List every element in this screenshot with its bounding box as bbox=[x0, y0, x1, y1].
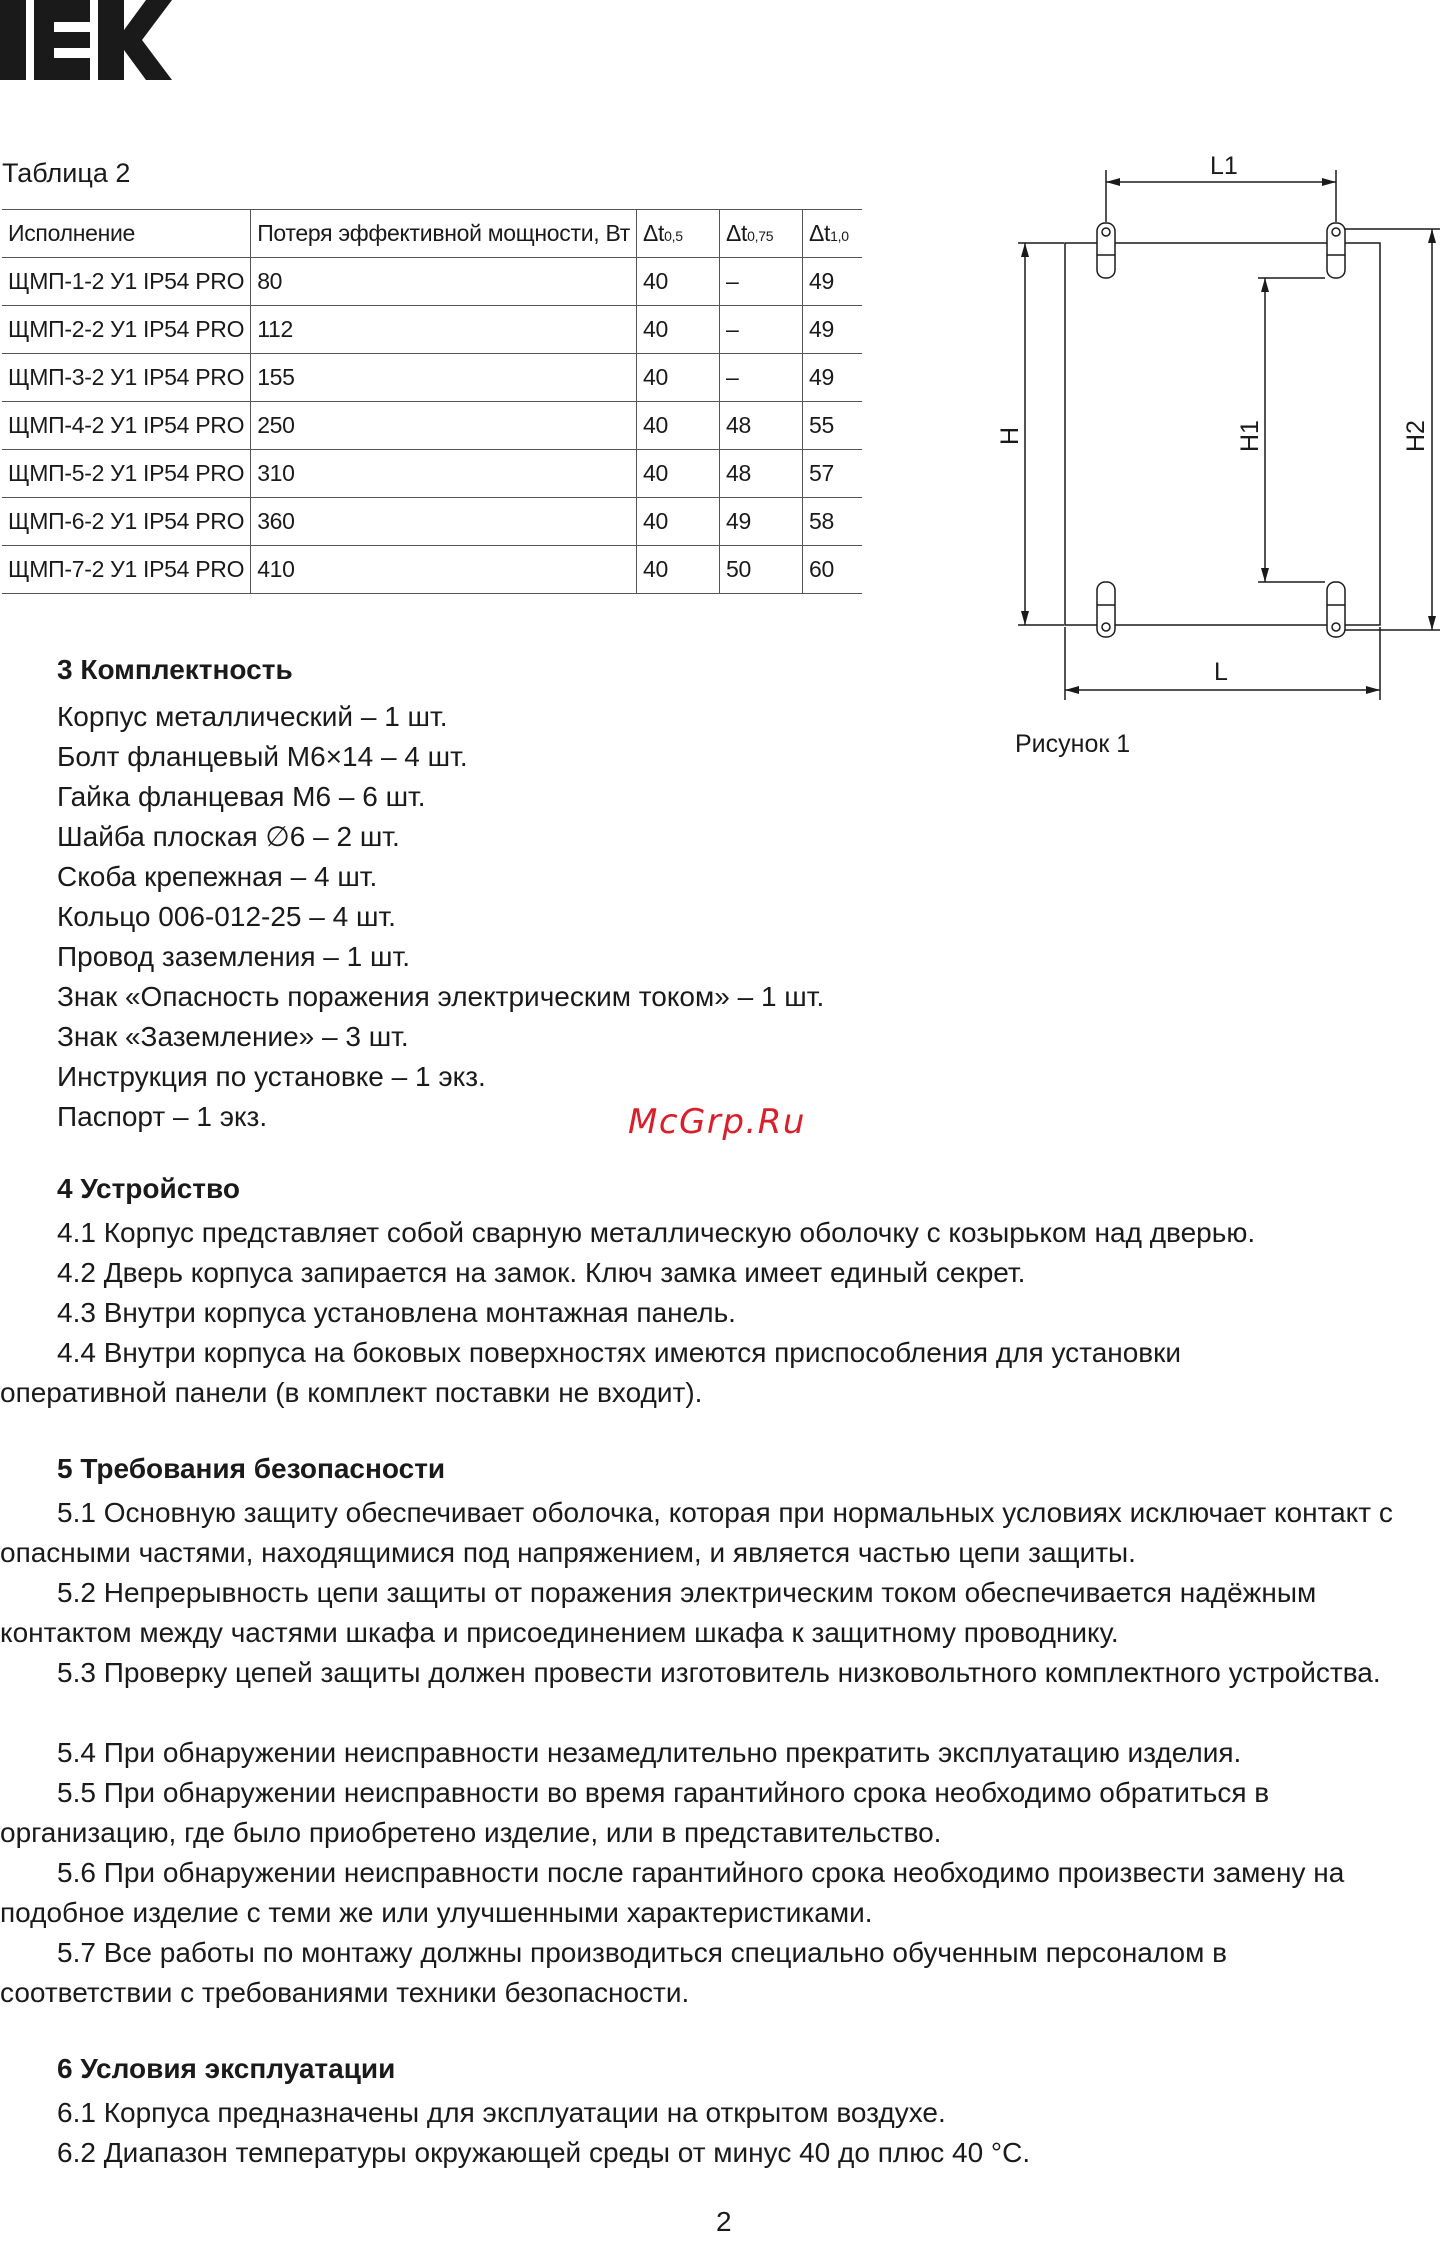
list-item: Знак «Опасность поражения электрическим током» – 1 шт. bbox=[57, 981, 825, 1012]
cell-power: 360 bbox=[251, 498, 637, 546]
cell-dt10: 49 bbox=[802, 306, 862, 354]
table-row bbox=[2, 498, 862, 546]
paragraph: 5.1 Основную защиту обеспечивает оболочка, которая при нормальных условиях исключает контакт с опасными частями, находящимися под напряжением, и является частью цепи защиты. bbox=[0, 1497, 1393, 1568]
dim-label-l1: L1 bbox=[1210, 152, 1238, 180]
paragraph: 5.6 При обнаружении неисправности после гарантийного срока необходимо произвести замену на подобное изделие с теми же или улучшенными характеристиками. bbox=[0, 1857, 1345, 1928]
paragraph: 5.4 При обнаружении неисправности незамедлительно прекратить эксплуатацию изделия. bbox=[57, 1737, 1242, 1768]
list-item: Паспорт – 1 экз. bbox=[57, 1101, 268, 1132]
cell-dt075: 48 bbox=[719, 402, 802, 450]
cell-power: 155 bbox=[251, 354, 637, 402]
paragraph: 5.5 При обнаружении неисправности во время гарантийного срока необходимо обратиться в организацию, где было приобретено изделие, или в представительство. bbox=[0, 1777, 1270, 1848]
enclosure-dimension-drawing bbox=[996, 150, 1450, 740]
table-row bbox=[2, 354, 862, 402]
paragraph: 4.2 Дверь корпуса запирается на замок. Ключ замка имеет единый секрет. bbox=[57, 1257, 1026, 1288]
section-6-title: 6 Условия эксплуатации bbox=[57, 2053, 396, 2084]
cell-dt075: – bbox=[719, 354, 802, 402]
paragraph: 4.3 Внутри корпуса установлена монтажная панель. bbox=[57, 1297, 736, 1328]
cell-power: 80 bbox=[251, 258, 637, 306]
cell-dt075: 49 bbox=[719, 498, 802, 546]
cell-variant: ЩМП-6-2 У1 IP54 PRO bbox=[2, 498, 251, 546]
table-row bbox=[2, 546, 862, 594]
list-item: Скоба крепежная – 4 шт. bbox=[57, 861, 378, 892]
cell-dt075: 48 bbox=[719, 450, 802, 498]
cell-variant: ЩМП-1-2 У1 IP54 PRO bbox=[2, 258, 251, 306]
cell-variant: ЩМП-3-2 У1 IP54 PRO bbox=[2, 354, 251, 402]
dim-label-l: L bbox=[1214, 658, 1228, 686]
cell-dt10: 58 bbox=[802, 498, 862, 546]
list-item: Болт фланцевый М6×14 – 4 шт. bbox=[57, 741, 468, 772]
contents-list bbox=[57, 697, 824, 1137]
cell-dt05: 40 bbox=[636, 258, 719, 306]
list-item: Гайка фланцевая М6 – 6 шт. bbox=[57, 781, 426, 812]
table-caption: Таблица 2 bbox=[2, 158, 131, 188]
list-item: Шайба плоская ∅6 – 2 шт. bbox=[57, 821, 400, 852]
watermark: McGrp.Ru bbox=[628, 1102, 806, 1142]
cell-dt05: 40 bbox=[636, 498, 719, 546]
cell-dt05: 40 bbox=[636, 450, 719, 498]
cell-variant: ЩМП-7-2 У1 IP54 PRO bbox=[2, 546, 251, 594]
paragraph: 4.1 Корпус представляет собой сварную металлическую оболочку с козырьком над дверью. bbox=[57, 1217, 1256, 1248]
cell-dt10: 49 bbox=[802, 258, 862, 306]
cell-power: 410 bbox=[251, 546, 637, 594]
paragraph: 5.3 Проверку цепей защиты должен провести изготовитель низковольтного комплектного устройства. bbox=[57, 1657, 1381, 1688]
section-4-title: 4 Устройство bbox=[57, 1173, 240, 1204]
cell-variant: ЩМП-5-2 У1 IP54 PRO bbox=[2, 450, 251, 498]
paragraph: 6.2 Диапазон температуры окружающей среды от минус 40 до плюс 40 °С. bbox=[57, 2137, 1031, 2168]
dim-label-h: H bbox=[996, 426, 1024, 445]
header-dt05: Δt0,5 bbox=[636, 210, 719, 258]
table-row bbox=[2, 450, 862, 498]
cell-power: 310 bbox=[251, 450, 637, 498]
figure-caption: Рисунок 1 bbox=[1015, 730, 1131, 758]
power-loss-table bbox=[2, 209, 862, 594]
iek-logo bbox=[0, 0, 172, 80]
header-power: Потеря эффективной мощности, Вт bbox=[251, 210, 637, 258]
dim-label-h1: H1 bbox=[1236, 420, 1264, 452]
paragraph: 5.7 Все работы по монтажу должны производиться специально обученным персоналом в соответствии с требованиями техники безопасности. bbox=[0, 1937, 1227, 2008]
page-number: 2 bbox=[716, 2206, 732, 2237]
header-dt075: Δt0,75 bbox=[719, 210, 802, 258]
cell-variant: ЩМП-4-2 У1 IP54 PRO bbox=[2, 402, 251, 450]
cell-dt10: 60 bbox=[802, 546, 862, 594]
cell-dt05: 40 bbox=[636, 354, 719, 402]
cell-power: 250 bbox=[251, 402, 637, 450]
cell-dt10: 57 bbox=[802, 450, 862, 498]
table-row bbox=[2, 306, 862, 354]
list-item: Инструкция по установке – 1 экз. bbox=[57, 1061, 486, 1092]
paragraph: 6.1 Корпуса предназначены для эксплуатации на открытом воздухе. bbox=[57, 2097, 946, 2128]
list-item: Провод заземления – 1 шт. bbox=[57, 941, 410, 972]
dim-label-h2: H2 bbox=[1402, 420, 1430, 452]
table-header-row bbox=[2, 210, 862, 258]
table-row bbox=[2, 402, 862, 450]
cell-dt05: 40 bbox=[636, 306, 719, 354]
list-item: Знак «Заземление» – 3 шт. bbox=[57, 1021, 409, 1052]
cell-dt075: – bbox=[719, 306, 802, 354]
cell-dt075: 50 bbox=[719, 546, 802, 594]
cell-dt10: 55 bbox=[802, 402, 862, 450]
section-3-title: 3 Комплектность bbox=[57, 654, 293, 685]
paragraph: 5.2 Непрерывность цепи защиты от поражения электрическим током обеспечивается надёжным контактом между частями шкафа и присоединением шкафа к защитному проводнику. bbox=[0, 1577, 1317, 1648]
cell-variant: ЩМП-2-2 У1 IP54 PRO bbox=[2, 306, 251, 354]
header-dt10: Δt1,0 bbox=[802, 210, 862, 258]
section-5-title: 5 Требования безопасности bbox=[57, 1453, 446, 1484]
list-item: Корпус металлический – 1 шт. bbox=[57, 701, 448, 732]
paragraph: 4.4 Внутри корпуса на боковых поверхностях имеются приспособления для установки оперативной панели (в комплект поставки не входит). bbox=[0, 1337, 1182, 1408]
header-variant: Исполнение bbox=[2, 210, 251, 258]
list-item: Кольцо 006-012-25 – 4 шт. bbox=[57, 901, 396, 932]
table-row bbox=[2, 258, 862, 306]
cell-dt05: 40 bbox=[636, 546, 719, 594]
cell-dt05: 40 bbox=[636, 402, 719, 450]
cell-power: 112 bbox=[251, 306, 637, 354]
cell-dt075: – bbox=[719, 258, 802, 306]
cell-dt10: 49 bbox=[802, 354, 862, 402]
